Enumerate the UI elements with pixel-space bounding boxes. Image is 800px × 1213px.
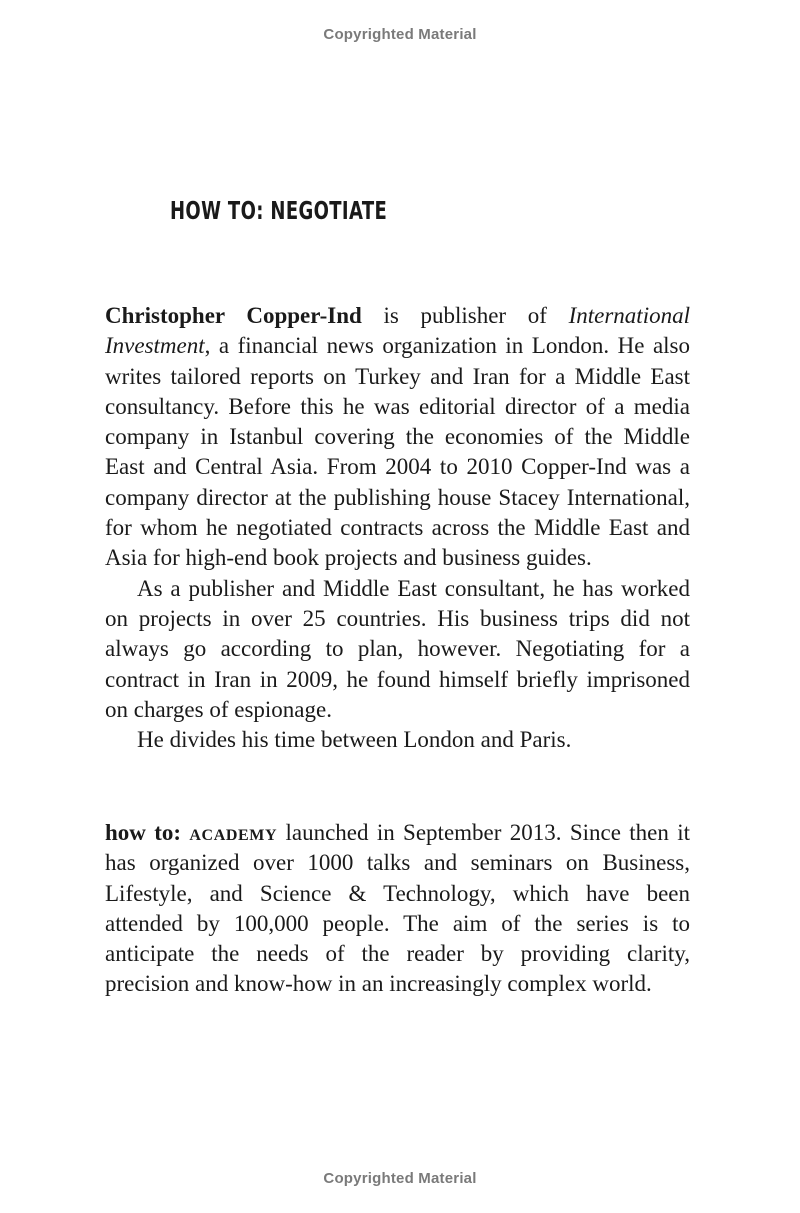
brand-name: academy (189, 820, 278, 845)
bio-paragraph-1 (105, 301, 690, 574)
publication-title: International Investment (105, 303, 690, 359)
copyright-watermark-bottom: Copyrighted Material (323, 1170, 477, 1187)
bio-paragraph-3: He divides his time between London and Paris. (137, 727, 572, 753)
academy-description (105, 818, 690, 1000)
academy-text: launched in September 2013. Since then it has organized over 1000 talks and seminars on Business, Lifestyle, and Science & Technology, which have been attended by 100,000 people. The aim of the series is to anticipate the needs of the reader by providing clarity, precision and know-how in an increasingly complex world. (105, 820, 690, 997)
bio-text-2: , a financial news organization in London. He also writes tailored reports on Turkey and Iran for a Middle East consultancy. Before this he was editorial director of a media company in Istanbul covering the economies of the Middle East and Central Asia. From 2004 to 2010 Copper-Ind was a company director at the publishing house Stacey International, for whom he negotiated contracts across the Middle East and Asia for high-end book projects and business guides. (105, 333, 690, 571)
author-bio (105, 301, 690, 755)
bio-text-1: is publisher of (361, 303, 569, 328)
bio-paragraph-2: As a publisher and Middle East consultant, he has worked on projects in over 25 countries. His business trips did not always go according to plan, however. Negotiating for a contract in Iran in 2009, he found himself briefly imprisoned on charges of espionage. (105, 575, 690, 722)
author-name: Christopher Copper-Ind (105, 303, 362, 328)
brand-prefix: how to: (105, 820, 190, 845)
page-title: HOW TO: NEGOTIATE (170, 196, 388, 225)
academy-paragraph (105, 818, 690, 1000)
copyright-watermark-top: Copyrighted Material (323, 26, 477, 43)
